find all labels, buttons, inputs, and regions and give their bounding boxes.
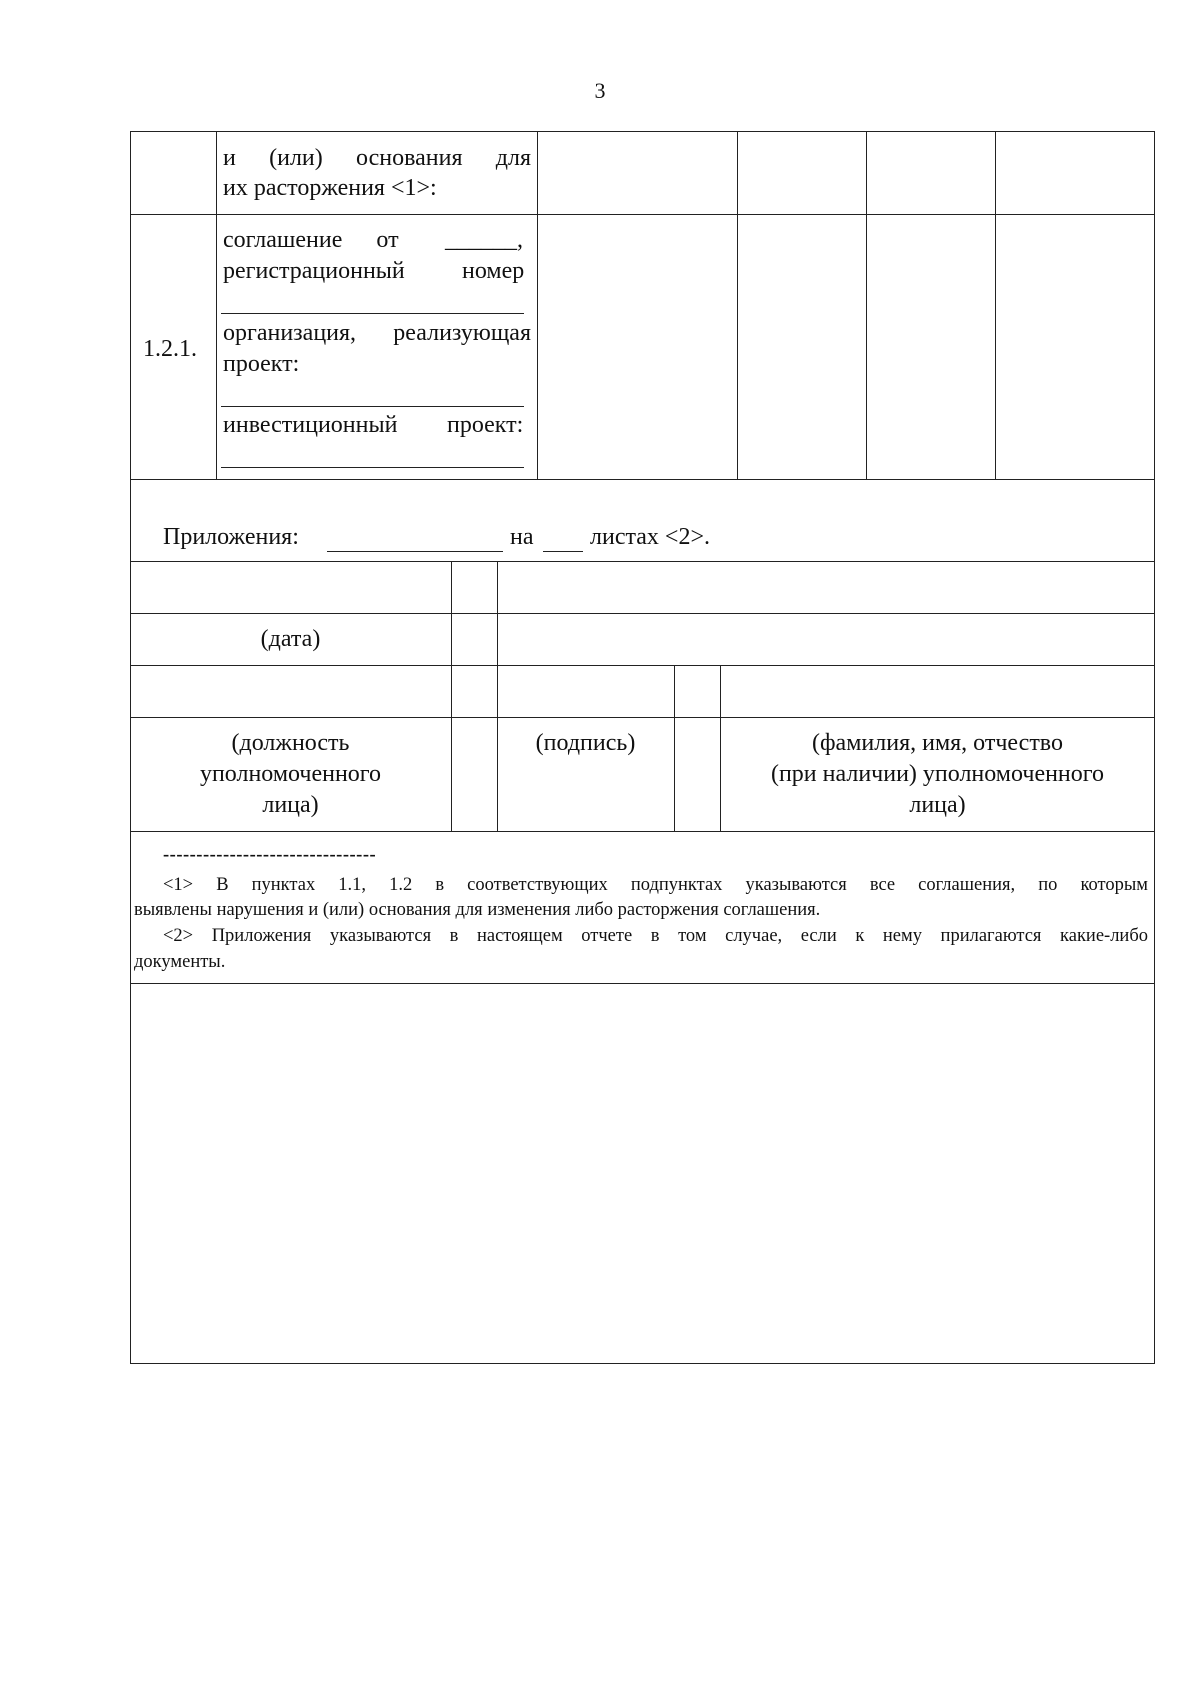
registration-label: регистрационный [223, 258, 405, 284]
registration-number-blank[interactable] [221, 313, 524, 314]
signature-row-divider [130, 717, 1155, 718]
attachments-label: Приложения: [163, 524, 299, 550]
attachments-sheets: листах <2>. [590, 524, 710, 550]
organization-label: организация, реализующая [223, 320, 531, 346]
signature-row-divider [130, 831, 1155, 832]
signature-row-divider [130, 613, 1155, 614]
registration-number-label: номер [462, 258, 525, 284]
position-label: (должность [231, 730, 350, 756]
organization-blank[interactable] [221, 406, 524, 407]
investment-project-blank[interactable] [221, 467, 524, 468]
footnote-2-cont: документы. [134, 952, 226, 972]
date-label: (дата) [260, 626, 321, 652]
footnote-2: <2> Приложения указываются в настоящем отчете в том случае, если к нему прилагаются какие-либо [163, 926, 1148, 946]
signature-row-divider [130, 561, 1155, 562]
row-number: 1.2.1. [143, 336, 197, 362]
footnote-separator: -------------------------------- [163, 845, 377, 865]
table-col-divider [216, 131, 217, 479]
position-label: лица) [262, 792, 319, 818]
attachments-na: на [510, 524, 534, 550]
table-col-divider [866, 131, 867, 479]
table-col-divider [737, 131, 738, 479]
footnote-1-cont: выявлены нарушения и (или) основания для изменения либо расторжения соглашения. [134, 900, 821, 920]
table-col-divider [537, 131, 538, 479]
footnote-1: <1> В пунктах 1.1, 1.2 в соответствующих подпунктах указываются все соглашения, по которым [163, 875, 1148, 895]
signature-col-divider [674, 665, 675, 831]
investment-project-label-cont: проект: [447, 412, 524, 438]
investment-project-label: инвестиционный [223, 412, 398, 438]
row-description-line: и (или) основания для [223, 145, 531, 171]
position-label: уполномоченного [199, 761, 382, 787]
footnote-bottom-divider [130, 983, 1155, 984]
table-col-divider [995, 131, 996, 479]
agreement-label: соглашение от [223, 227, 399, 253]
attachments-blank[interactable] [327, 551, 503, 552]
full-name-label: лица) [909, 792, 966, 818]
signature-label: (подпись) [535, 730, 636, 756]
full-name-label: (фамилия, имя, отчество [812, 730, 1063, 756]
page-number: 3 [594, 78, 606, 103]
signature-col-divider [451, 561, 452, 831]
signature-row-divider [130, 665, 1155, 666]
table-row-divider [130, 214, 1155, 215]
full-name-label: (при наличии) уполномоченного [770, 761, 1105, 787]
agreement-date-blank: ______, [445, 227, 523, 253]
organization-label-cont: проект: [223, 351, 300, 377]
table-row-divider [130, 479, 1155, 480]
row-description-line: их расторжения <1>: [223, 175, 437, 201]
sheet-count-blank[interactable] [543, 551, 583, 552]
signature-col-divider [497, 561, 498, 831]
